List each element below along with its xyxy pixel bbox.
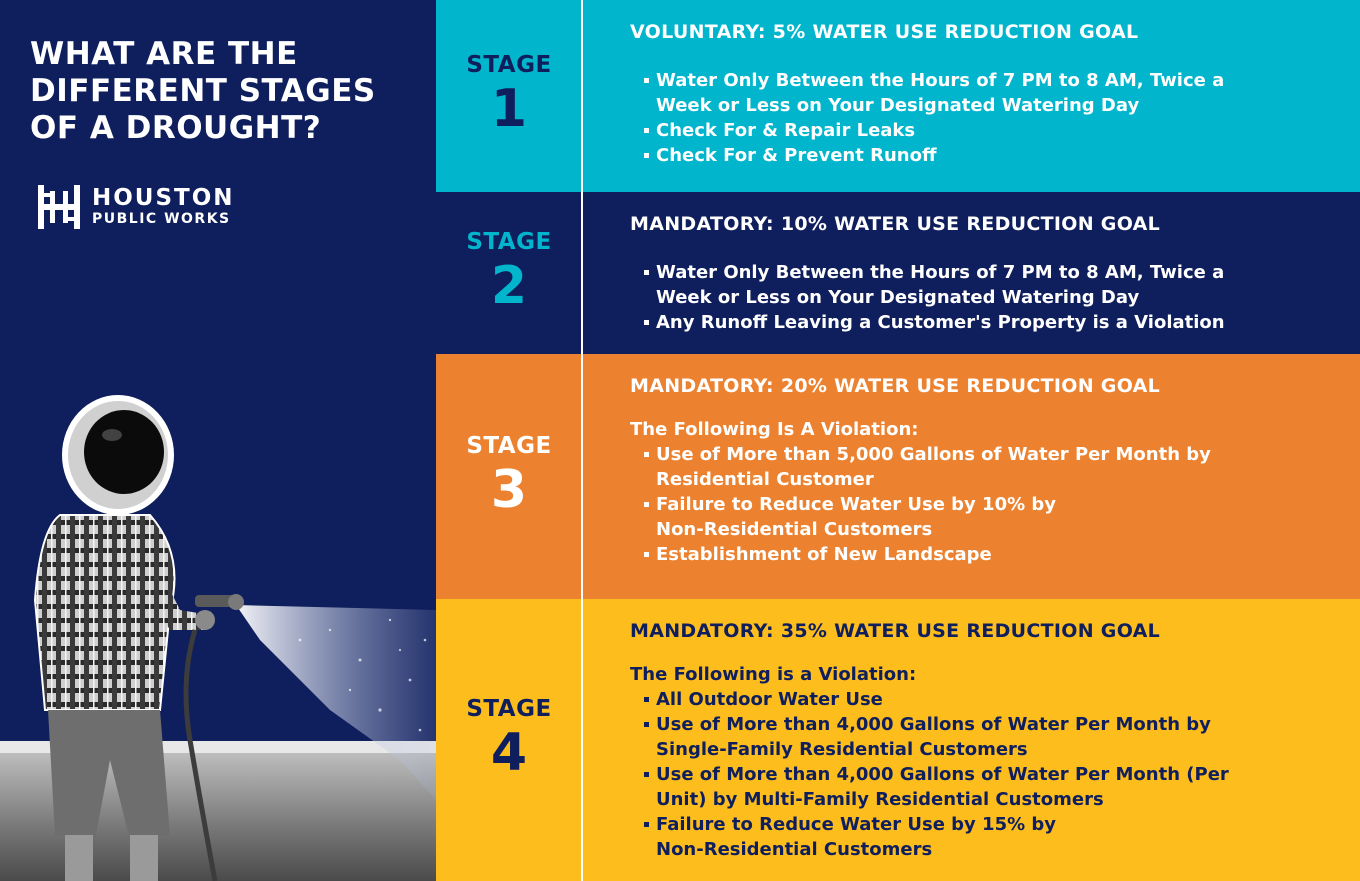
logo-line-public-works: PUBLIC WORKS (92, 211, 231, 227)
list-item: Use of More than 5,000 Gallons of Water Per Month by Residential Customer (630, 442, 1216, 492)
astronaut-watering-illustration (0, 380, 436, 881)
stage-2-goal: MANDATORY: 10% WATER USE REDUCTION GOAL (630, 213, 1161, 235)
helmet-visor (84, 410, 164, 494)
list-item: Failure to Reduce Water Use by 10% by Non-Residential Customers (630, 492, 1096, 542)
stage-2-content (630, 212, 1350, 335)
stage-1-number: 1 (490, 79, 528, 139)
stage-1-label (436, 0, 582, 192)
list-item: Water Only Between the Hours of 7 PM to 8 AM, Twice a Week or Less on Your Designated Watering Day (630, 68, 1256, 118)
title-line-2: DIFFERENT STAGES (30, 73, 376, 109)
divider (581, 0, 583, 192)
stage-3-word: STAGE (466, 432, 552, 459)
stage-2-panel (436, 192, 1360, 354)
list-item: Failure to Reduce Water Use by 15% by Non-Residential Customers (630, 812, 1096, 862)
stage-1-word: STAGE (466, 52, 552, 78)
stage-4-goal: MANDATORY: 35% WATER USE REDUCTION GOAL (630, 620, 1161, 642)
stage-2-bullets (630, 260, 1350, 335)
list-item: All Outdoor Water Use (630, 687, 1350, 712)
stage-1-content (630, 20, 1350, 168)
list-item: Use of More than 4,000 Gallons of Water Per Month (Per Unit) by Multi-Family Residential Customers (630, 762, 1236, 812)
stage-4-number: 4 (490, 723, 528, 783)
stage-2-word: STAGE (466, 229, 552, 255)
plaid-shirt (35, 515, 175, 710)
stage-4-intro: The Following is a Violation: (630, 664, 917, 685)
stage-4-bullets (630, 687, 1350, 862)
stage-3-content (630, 374, 1350, 567)
list-item: Check For & Repair Leaks (630, 118, 1350, 143)
divider (581, 599, 583, 881)
stage-3-panel (436, 354, 1360, 599)
list-item: Establishment of New Landscape (630, 542, 1350, 567)
stage-3-bullets (630, 442, 1350, 567)
divider (581, 354, 583, 599)
houston-public-works-logo (38, 185, 235, 229)
stage-1-panel (436, 0, 1360, 192)
stage-1-goal: VOLUNTARY: 5% WATER USE REDUCTION GOAL (630, 21, 1139, 43)
stage-2-number: 2 (490, 256, 528, 316)
stage-2-label (436, 192, 582, 354)
title-line-3: OF A DROUGHT? (30, 110, 322, 146)
stage-4-panel (436, 599, 1360, 881)
stage-3-number: 3 (490, 459, 528, 520)
list-item: Use of More than 4,000 Gallons of Water Per Month by Single-Family Residential Customers (630, 712, 1276, 762)
list-item: Check For & Prevent Runoff (630, 143, 1350, 168)
stage-1-bullets (630, 68, 1350, 168)
left-panel (0, 0, 436, 881)
water-spray (236, 605, 436, 800)
shorts (48, 710, 170, 840)
stage-4-content (630, 619, 1350, 862)
divider (581, 192, 583, 354)
list-item: Water Only Between the Hours of 7 PM to 8 AM, Twice a Week or Less on Your Designated Watering Day (630, 260, 1256, 310)
stage-4-label (436, 599, 582, 881)
title-line-1: WHAT ARE THE (30, 36, 298, 72)
houston-h-logo-icon (38, 185, 80, 229)
stage-4-word: STAGE (466, 696, 552, 722)
logo-line-houston: HOUSTON (92, 185, 235, 211)
logo-wordmark (92, 186, 235, 228)
stage-3-label (436, 354, 582, 599)
list-item: Any Runoff Leaving a Customer's Property is a Violation (630, 310, 1350, 335)
garden-hose (186, 630, 215, 881)
stage-3-goal: MANDATORY: 20% WATER USE REDUCTION GOAL (630, 375, 1161, 397)
stage-3-intro: The Following Is A Violation: (630, 419, 919, 440)
page-title (30, 36, 420, 147)
